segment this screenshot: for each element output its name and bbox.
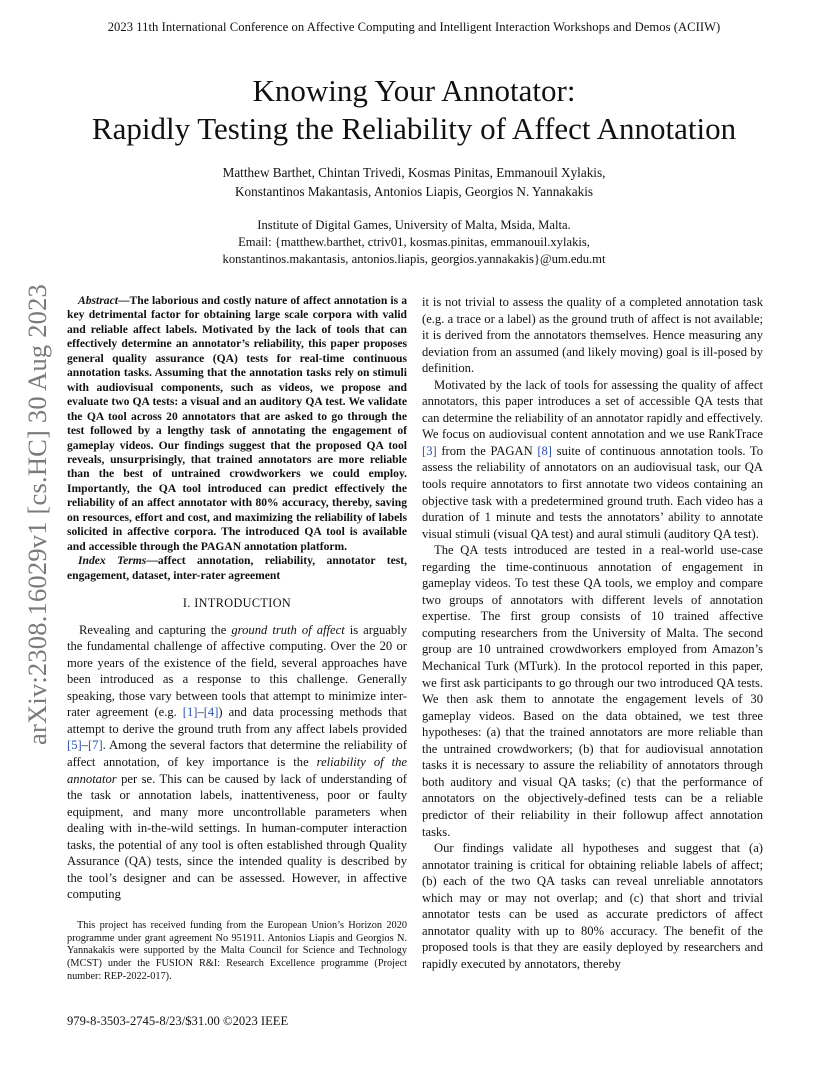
- citation-link[interactable]: [5]: [67, 738, 82, 753]
- email-line-1: Email: {matthew.barthet, ctriv01, kosmas.pinitas, emmanouil.xylakis,: [238, 235, 590, 249]
- index-terms: [67, 554, 407, 583]
- text-span: –: [197, 705, 204, 720]
- text-span: from the PAGAN: [436, 443, 538, 458]
- authors-line-1: Matthew Barthet, Chintan Trivedi, Kosmas Pinitas, Emmanouil Xylakis,: [222, 165, 606, 180]
- conference-header: 2023 11th International Conference on Affective Computing and Intelligent Interaction Workshops and Demos (ACIIW): [107, 20, 721, 34]
- citation-link[interactable]: [4]: [203, 705, 219, 720]
- emphasis-ground-truth: ground truth of affect: [231, 622, 345, 637]
- text-span: is arguably the fundamental challenge of affective computing. Over the 20 or more years of the existence of the field, several approaches have been introduced as a response to this challenge. Generally speaking, those vary between tools that attempt to minimize inter-rater agreement (e.g.: [67, 622, 408, 720]
- text-span: Revealing and capturing the: [79, 622, 232, 637]
- arxiv-id: arXiv:2308.16029v1 [cs.HC] 30 Aug 2023: [21, 283, 52, 745]
- institute-line: Institute of Digital Games, University of Malta, Msida, Malta.: [257, 218, 571, 232]
- text-span: suite of continuous annotation tools. To assess the reliability of annotators on an audiovisual task, our QA tools require annotators to first annotate two videos containing an objective task with a predetermined ground truth. Each video has a duration of 1 minute and tests the annotators’ ability to annotate visual stimuli (visual QA test) and aural stimuli (auditory QA test).: [422, 443, 764, 541]
- text-span: ) and data processing methods that attempt to derive the ground truth from any affect labels provided: [67, 705, 407, 736]
- citation-link[interactable]: [8]: [537, 443, 552, 458]
- right-paragraph-motivation: [422, 377, 763, 542]
- citation-link[interactable]: [7]: [87, 738, 103, 753]
- abstract-label: Abstract: [78, 294, 118, 307]
- right-paragraph-continued: it is not trivial to assess the quality of a completed annotation task (e.g. a trace or a label) as the ground truth of affect is not available; it is derived from the annotators themselves. Hence measuring any deviation from an assumed (and likely moving) goal is ill-posed by definition.: [422, 295, 763, 376]
- text-span: Motivated by the lack of tools for assessing the quality of affect annotators, this paper introduces a set of accessible QA tests that can determine the reliability of an annotator rapidly and effectively. We focus on audiovisual content annotation and we use RankTrace: [422, 377, 763, 442]
- title-line-2: Rapidly Testing the Reliability of Affect Annotation: [91, 111, 737, 146]
- index-terms-label: Index Terms: [78, 554, 147, 568]
- abstract-text: —The laborious and costly nature of affect annotation is a key detrimental factor for obtaining large scale corpora with valid and reliable affect labels. Motivated by the lack of tools that can effectively determine an annotator’s reliability, this paper proposes general quality assurance (QA) tests for real-time continuous annotation tasks. Assuming that the annotation tasks rely on stimuli with audiovisual components, such as videos, we propose and evaluate two QA tests: a visual and an auditory QA test. We validate the QA tool across 20 annotators that are asked to go through the test followed by a lengthy task of annotating the engagement of gameplay videos. Our findings suggest that the proposed QA tool reveals, unsurprisingly, that trained annotators are more reliable than the best of untrained crowdworkers we could employ. Importantly, the QA tool introduced can predict effectively the reliability of an affect annotator with 80% accuracy, thereby, saving on resources, effort and cost, and maximizing the reliability of labels solicited in affective corpora. The introduced QA tool is available and accessible through the PAGAN annotation platform.: [67, 294, 407, 553]
- author-list: [0, 163, 828, 201]
- funding-footnote: This project has received funding from the European Union’s Horizon 2020 programme under grant agreement No 951911. Antonios Liapis and Georgios N. Yannakakis were supported by the Malta Council for Science and Technology (MCST) under the FUSION R&I: Research Excellence programme (Project number: REP-2022-017).: [67, 920, 407, 982]
- text-span: per se. This can be caused by lack of understanding of the task or annotation labels, inattentiveness, poor or faulty equipment, and many more uncontrollable parameters when dealing with in-the-wild settings. In human-computer interaction tasks, the potential of any tool is often established through Quality Assurance (QA) tests, since the intended quality is described by the tool’s designer and can be assessed. However, in affective computing: [67, 771, 407, 902]
- emphasis-reliability: reliability of the annotator: [67, 754, 407, 786]
- citation-link[interactable]: [3]: [422, 443, 437, 458]
- email-line-2: konstantinos.makantasis, antonios.liapis, georgios.yannakakis}@um.edu.mt: [222, 252, 606, 266]
- citation-link[interactable]: [1]: [182, 705, 198, 720]
- arxiv-stamp: [20, 280, 54, 748]
- copyright-footer: 979-8-3503-2745-8/23/$31.00 ©2023 IEEE: [67, 1014, 289, 1028]
- intro-paragraph-1: [67, 622, 407, 903]
- abstract: [67, 294, 407, 554]
- text-span: . Among the several factors that determine the reliability of affect annotation, of key importance is the: [67, 738, 407, 769]
- authors-line-2: Konstantinos Makantasis, Antonios Liapis, Georgios N. Yannakakis: [234, 184, 593, 199]
- right-paragraph-findings: Our findings validate all hypotheses and suggest that (a) annotator training is critical for obtaining reliable labels of affect; (b) each of the two QA tasks can reveal unreliable annotators which may or may not overlap; and (c) that short and trivial annotator tests can be used as accurate predictors of affect annotator quality with up to 80% accuracy. The benefit of the proposed tools is that they are easily deployed by researchers and rapidly executed by annotators, thereby: [422, 841, 763, 971]
- title-line-1: Knowing Your Annotator:: [252, 73, 576, 108]
- right-column: [422, 294, 763, 972]
- text-span: –: [81, 738, 88, 753]
- affiliation-block: [0, 217, 828, 268]
- index-terms-text: —affect annotation, reliability, annotator test, engagement, dataset, inter-rater agreement: [67, 554, 407, 582]
- paper-title: [0, 72, 828, 148]
- right-paragraph-qa-tests: The QA tests introduced are tested in a real-world use-case regarding the time-continuous annotation of engagement in gameplay videos. To test these QA tools, we employ and compare two groups of annotators with different levels of annotation expertise. The first group consists of 10 trained affective computing researchers from the University of Malta. The second group are 10 untrained crowdworkers employed from Amazon’s Mechanical Turk (MTurk). In the protocol reported in this paper, we first ask participants to go through our two introduced QA tests. We then ask them to annotate the engagement levels of 30 gameplay videos. Based on the data obtained, we test three hypotheses: (a) that the trained annotators are more reliable than the untrained crowdworkers; (b) that for audiovisual annotation tasks it is necessary to assure the reliability of annotators through both auditory and visual QA tasks; (c) that the performance of annotators on the objectively-defined tests can be a reliable predictor of their reliability in their followup affect annotation tasks.: [422, 543, 763, 839]
- left-column: [67, 294, 407, 903]
- section-heading-introduction: I. INTRODUCTION: [182, 596, 292, 611]
